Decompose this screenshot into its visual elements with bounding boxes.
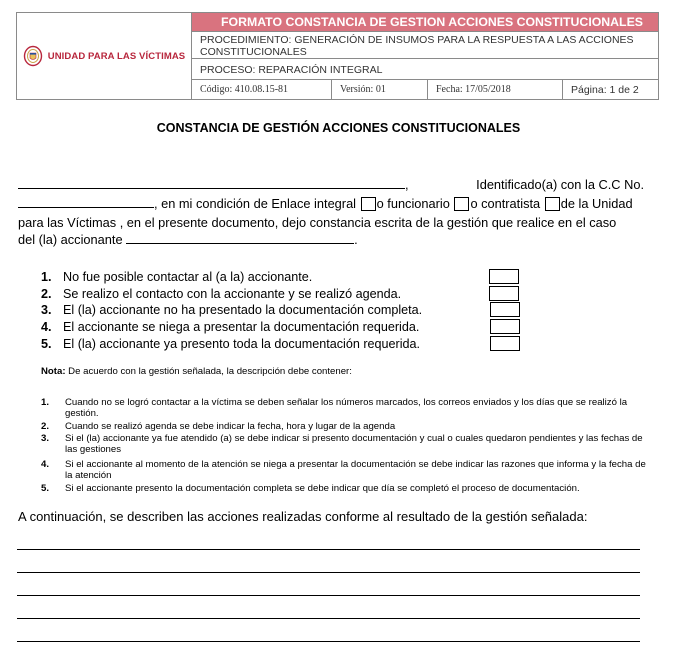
- procedimiento-label: PROCEDIMIENTO: GENERACIÓN DE INSUMOS PARA LA RESPUESTA A LAS ACCIONES CONSTITUCIONALES: [192, 32, 658, 59]
- note-item-text: Cuando se realizó agenda se debe indicar la fecha, hora y lugar de la agenda: [65, 421, 396, 432]
- option-text: Se realizo el contacto con la accionante y se realizó agenda.: [63, 287, 402, 301]
- note-item-text: Si el accionante al momento de la atención se niega a presentar la documentación se debe indicar las razones que informa y la fecha de la atención: [65, 459, 646, 481]
- write-line[interactable]: [17, 549, 640, 550]
- cc-number-blank[interactable]: [18, 207, 154, 208]
- intro-line-1: , Identificado(a) con la C.C No.: [18, 177, 644, 192]
- proceso-label: PROCESO: REPARACIÓN INTEGRAL: [192, 59, 658, 80]
- option-3: [41, 303, 422, 317]
- document-title: CONSTANCIA DE GESTIÓN ACCIONES CONSTITUCIONALES: [156, 121, 521, 135]
- option-3-checkbox[interactable]: [490, 302, 520, 317]
- option-text: El (la) accionante no ha presentado la documentación completa.: [63, 303, 423, 317]
- funcionario-text: o funcionario: [376, 196, 450, 211]
- accionante-text: del (la) accionante: [18, 232, 123, 247]
- note-label: Nota:: [41, 366, 66, 377]
- option-5: [41, 337, 420, 351]
- note-text: De acuerdo con la gestión señalada, la descripción debe contener:: [65, 366, 352, 377]
- option-1-checkbox[interactable]: [489, 269, 519, 284]
- option-4: [41, 320, 419, 334]
- option-number: 4.: [41, 320, 52, 334]
- note-item-2: [41, 421, 651, 432]
- intro-line-2: [18, 196, 644, 211]
- document-codes-row: [192, 80, 658, 99]
- note-item-5: [41, 483, 651, 494]
- document-header: [16, 12, 659, 100]
- note-item-text: Si el (la) accionante ya fue atendido (a) se debe indicar si presento documentación y cual o cuales quedaron pendientes y las fechas de las gestiones: [65, 433, 643, 455]
- write-line[interactable]: [17, 572, 640, 573]
- option-1: [41, 270, 312, 284]
- identificado-text: Identificado(a) con la C.C No.: [476, 177, 644, 192]
- option-text: El (la) accionante ya presento toda la documentación requerida.: [63, 337, 421, 351]
- note-item-4: [41, 459, 651, 481]
- note-item-3: [41, 433, 651, 455]
- contratista-text: o contratista: [470, 196, 541, 211]
- form-title: FORMATO CONSTANCIA DE GESTION ACCIONES CONSTITUCIONALES: [192, 13, 658, 32]
- version-label: Versión: 01: [332, 80, 428, 99]
- note-item-text: Si el accionante presento la documentación completa se debe indicar que día se completó el proceso de documentación.: [65, 483, 580, 494]
- enlace-integral-checkbox[interactable]: [361, 197, 376, 211]
- write-line[interactable]: [17, 595, 640, 596]
- option-2-checkbox[interactable]: [489, 286, 519, 301]
- coat-of-arms-icon: [23, 45, 43, 67]
- option-number: 3.: [41, 303, 52, 317]
- option-text: El accionante se niega a presentar la documentación requerida.: [63, 320, 420, 334]
- funcionario-checkbox[interactable]: [454, 197, 469, 211]
- logo-text: UNIDAD PARA LAS VÍCTIMAS: [47, 50, 186, 62]
- accionante-blank[interactable]: [126, 243, 354, 244]
- continuation-text: A continuación, se describen las acciones realizadas conforme al resultado de la gestión señalada:: [18, 509, 588, 524]
- option-number: 2.: [41, 287, 52, 301]
- note: [41, 366, 352, 377]
- period-text: .: [354, 232, 358, 247]
- write-line[interactable]: [17, 641, 640, 642]
- fecha-label: Fecha: 17/05/2018: [428, 80, 563, 99]
- logo: [17, 13, 192, 99]
- option-5-checkbox[interactable]: [490, 336, 520, 351]
- contratista-checkbox[interactable]: [545, 197, 560, 211]
- note-item-number: 2.: [41, 421, 50, 432]
- intro-line-4: [18, 232, 644, 247]
- option-2: [41, 287, 401, 301]
- option-text: No fue posible contactar al (a la) accionante.: [63, 270, 313, 284]
- option-number: 5.: [41, 337, 52, 351]
- note-item-text: Cuando no se logró contactar a la víctima se deben señalar los números marcados, los correos enviados y los días que se realizó la gestión.: [65, 397, 628, 419]
- pagina-label: Página: 1 de 2: [571, 83, 639, 96]
- note-item-number: 3.: [41, 433, 50, 444]
- name-blank[interactable]: [18, 188, 405, 189]
- option-number: 1.: [41, 270, 52, 284]
- note-item-1: [41, 397, 651, 419]
- codigo-label: Código: 410.08.15-81: [192, 80, 332, 99]
- write-line[interactable]: [17, 618, 640, 619]
- condicion-text: , en mi condición de Enlace integral: [154, 196, 357, 211]
- intro-line-3: para las Víctimas , en el presente documento, dejo constancia escrita de la gestión que realice en el caso: [18, 215, 617, 230]
- note-item-number: 4.: [41, 459, 50, 470]
- unidad-text: de la Unidad: [560, 196, 633, 211]
- option-4-checkbox[interactable]: [490, 319, 520, 334]
- note-item-number: 1.: [41, 397, 50, 408]
- note-item-number: 5.: [41, 483, 50, 494]
